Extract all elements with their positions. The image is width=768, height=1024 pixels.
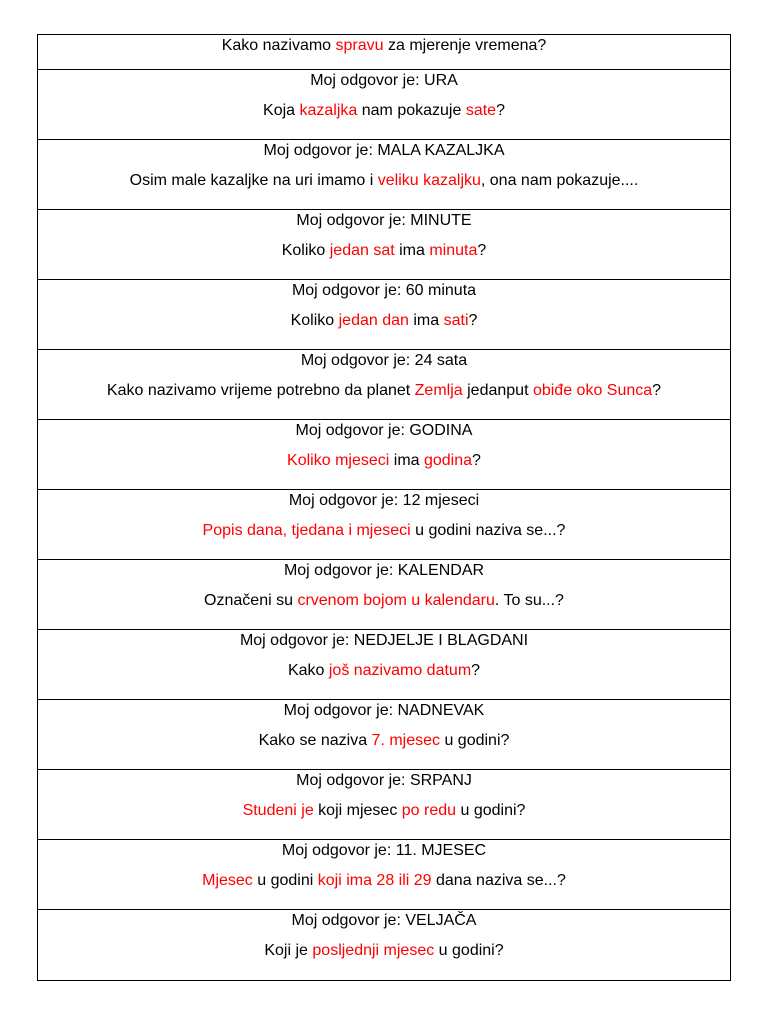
highlighted-phrase: Popis dana, tjedana i mjeseci [202, 522, 411, 539]
question-segment: ima [394, 242, 430, 259]
question-text [38, 942, 730, 960]
question-segment: nam pokazuje [357, 102, 466, 119]
table-row [38, 140, 730, 210]
question-segment: u godini? [434, 942, 504, 959]
highlighted-phrase: još nazivamo datum [328, 662, 472, 679]
highlighted-phrase: Zemlja [414, 382, 463, 399]
question-text [38, 592, 730, 610]
question-segment: ? [471, 662, 481, 679]
question-segment: koji mjesec [313, 802, 402, 819]
question-text [38, 662, 730, 680]
question-text [38, 522, 730, 540]
highlighted-phrase: po redu [401, 802, 457, 819]
question-text [38, 452, 730, 470]
question-segment: Koliko [281, 242, 330, 259]
highlighted-phrase: sate [465, 102, 497, 119]
answer-text: Moj odgovor je: KALENDAR [283, 562, 485, 579]
question-text [38, 102, 730, 120]
table-row [38, 210, 730, 280]
question-segment: dana naziva se...? [431, 872, 566, 889]
question-segment: Kako nazivamo [221, 37, 336, 54]
question-segment: za mjerenje vremena? [383, 37, 547, 54]
question-segment: ima [408, 312, 444, 329]
highlighted-phrase: Studeni je [242, 802, 314, 819]
answer-text: Moj odgovor je: SRPANJ [296, 772, 472, 789]
answer-text: Moj odgovor je: VELJAČA [291, 912, 477, 929]
question-text [38, 312, 730, 330]
question-text [38, 172, 730, 190]
question-segment: ? [652, 382, 662, 399]
question-segment: Koji je [264, 942, 313, 959]
question-segment: u godini [252, 872, 318, 889]
question-text [38, 242, 730, 260]
question-segment: jedanput [462, 382, 533, 399]
highlighted-phrase: jedan sat [329, 242, 395, 259]
question-card-table [37, 34, 731, 981]
table-row [38, 420, 730, 490]
question-segment: u godini? [456, 802, 526, 819]
question-text [38, 382, 730, 400]
table-row [38, 840, 730, 910]
table-row [38, 70, 730, 140]
highlighted-phrase: jedan dan [338, 312, 409, 329]
question-segment: Osim male kazaljke na uri imamo i [129, 172, 378, 189]
highlighted-phrase: sati [443, 312, 469, 329]
highlighted-phrase: obiđe oko Sunca [532, 382, 653, 399]
answer-text: Moj odgovor je: 11. MJESEC [281, 842, 487, 859]
answer-text: Moj odgovor je: NADNEVAK [283, 702, 485, 719]
question-segment: , ona nam pokazuje.... [480, 172, 639, 189]
table-row [38, 490, 730, 560]
answer-text: Moj odgovor je: 12 mjeseci [288, 492, 480, 509]
question-text [38, 37, 730, 55]
answer-text: Moj odgovor je: MINUTE [296, 212, 472, 229]
question-segment: Označeni su [204, 592, 298, 609]
table-row [38, 350, 730, 420]
answer-text: Moj odgovor je: 24 sata [300, 352, 468, 369]
table-row [38, 770, 730, 840]
table-row [38, 700, 730, 770]
question-segment: ? [496, 102, 505, 119]
table-row [38, 910, 730, 980]
answer-text: Moj odgovor je: URA [310, 72, 458, 89]
answer-text: Moj odgovor je: 60 minuta [291, 282, 477, 299]
highlighted-phrase: koji ima 28 ili 29 [317, 872, 432, 889]
question-segment: . To su...? [494, 592, 564, 609]
question-segment: ? [468, 312, 478, 329]
highlighted-phrase: veliku kazaljku [377, 172, 481, 189]
answer-text: Moj odgovor je: NEDJELJE I BLAGDANI [239, 632, 529, 649]
table-row [38, 35, 730, 70]
question-segment: Kako [287, 662, 329, 679]
question-segment: ima [389, 452, 424, 469]
question-segment: u godini? [440, 732, 510, 749]
question-segment: ? [472, 452, 481, 469]
highlighted-phrase: godina [423, 452, 473, 469]
question-text [38, 802, 730, 820]
highlighted-phrase: Mjesec [202, 872, 253, 889]
question-segment: u godini naziva se...? [410, 522, 566, 539]
answer-text: Moj odgovor je: MALA KAZALJKA [263, 142, 505, 159]
question-segment: Koliko [290, 312, 339, 329]
question-text [38, 732, 730, 750]
question-segment: Koja [263, 102, 300, 119]
highlighted-phrase: kazaljka [299, 102, 358, 119]
highlighted-phrase: spravu [335, 37, 384, 54]
highlighted-phrase: minuta [429, 242, 478, 259]
question-segment: Kako nazivamo vrijeme potrebno da planet [106, 382, 415, 399]
table-row [38, 280, 730, 350]
question-segment: Kako se naziva [258, 732, 372, 749]
question-text [38, 872, 730, 890]
answer-text: Moj odgovor je: GODINA [295, 422, 473, 439]
table-row [38, 560, 730, 630]
highlighted-phrase: posljednji mjesec [312, 942, 435, 959]
table-row [38, 630, 730, 700]
highlighted-phrase: 7. mjesec [371, 732, 441, 749]
highlighted-phrase: crvenom bojom u kalendaru [297, 592, 495, 609]
highlighted-phrase: Koliko mjeseci [287, 452, 390, 469]
question-segment: ? [477, 242, 487, 259]
